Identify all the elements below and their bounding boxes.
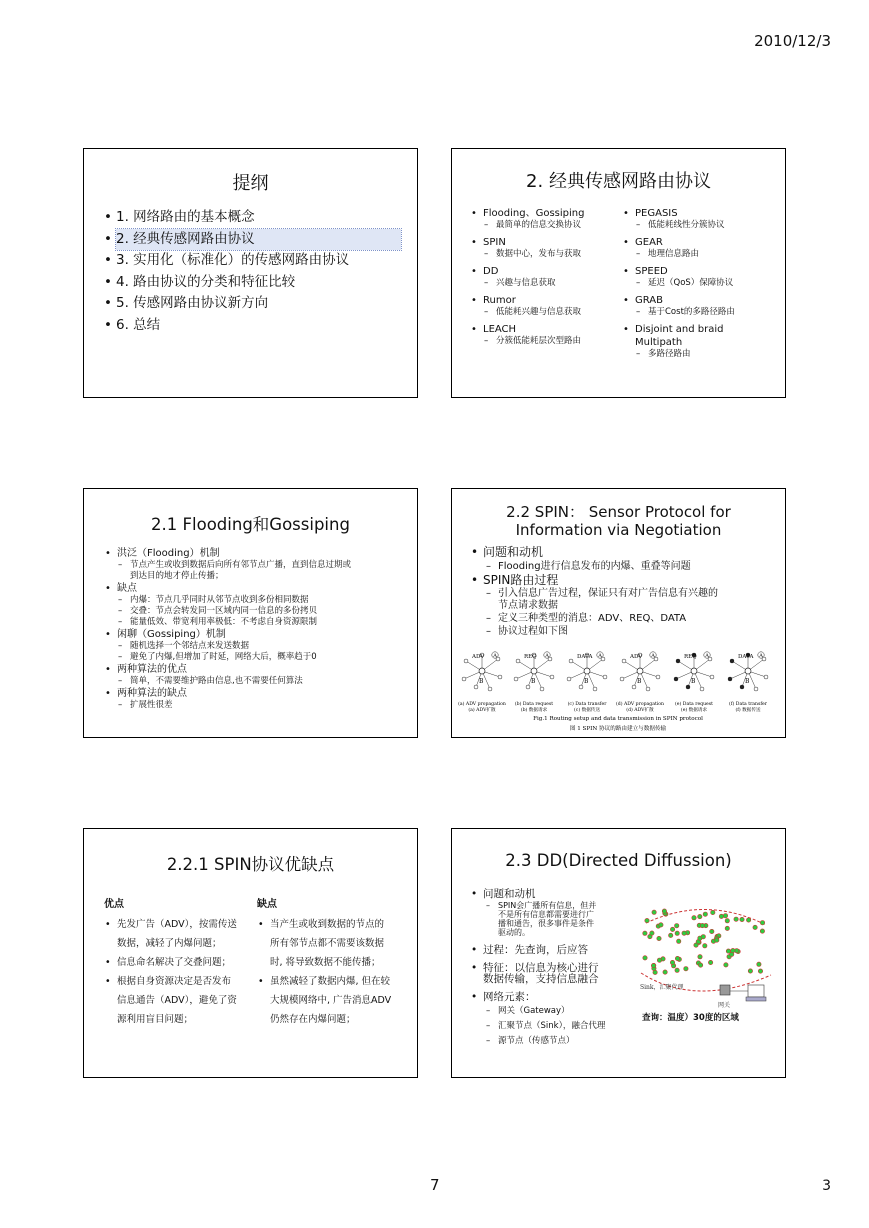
protocol-desc: – 数据中心，发布与获取 bbox=[496, 249, 628, 260]
spin-diagram bbox=[452, 649, 785, 738]
sensor-node bbox=[760, 921, 764, 925]
sensor-node bbox=[740, 685, 744, 689]
protocol-desc: – 延迟（QoS）保障协议 bbox=[648, 278, 780, 289]
sub-bullet: – 简单，不需要维护路由信息,也不需要任何算法 bbox=[130, 676, 412, 687]
protocol-name: • Disjoint and braid bbox=[635, 323, 780, 336]
sensor-node bbox=[657, 958, 661, 962]
protocol-desc: – 地理信息路由 bbox=[648, 249, 780, 260]
source-node bbox=[584, 668, 590, 674]
bullet: • 问题和动机 bbox=[483, 887, 653, 901]
pro-text: 先发广告（ADV），按需传送 bbox=[117, 919, 237, 930]
protocol-name: • PEGASIS bbox=[635, 207, 780, 220]
panel-caption-cn: (f) 数据传送 bbox=[735, 708, 761, 713]
outline-item-selected: • 2. 经典传感网路由协议 bbox=[116, 229, 401, 251]
source-node bbox=[745, 668, 751, 674]
node-a-label: A bbox=[651, 653, 655, 660]
sensor-node bbox=[622, 659, 626, 663]
outline-item: • 1. 网络路由的基本概念 bbox=[116, 207, 406, 229]
sensor-node bbox=[620, 677, 624, 681]
sensor-node bbox=[728, 677, 732, 681]
spin-list bbox=[483, 545, 781, 638]
protocol-desc: – 低能耗兴趣与信息获取 bbox=[496, 307, 628, 318]
protocol-list-left bbox=[483, 207, 628, 347]
con-text: 所有邻节点都不需要该数据 bbox=[270, 938, 385, 949]
dd-figure-caption: 查询：温度）30度的区域 bbox=[642, 1013, 739, 1023]
sensor-node bbox=[708, 960, 712, 964]
sensor-node bbox=[746, 918, 750, 922]
sensor-node bbox=[464, 659, 468, 663]
bullet: • 过程：先查询，后应答 bbox=[483, 943, 653, 957]
sensor-node bbox=[670, 927, 674, 931]
sensor-node bbox=[657, 936, 661, 940]
sub-bullet: – 内爆：节点几乎同时从邻节点收到多份相同数据 bbox=[130, 595, 412, 606]
figure-caption-en: Fig.1 Routing setup and data transmission in SPIN protocol bbox=[533, 716, 703, 722]
sensor-node bbox=[593, 687, 597, 691]
sensor-node bbox=[748, 969, 752, 973]
slide-title: 2. 经典传感网路由协议 bbox=[526, 171, 711, 192]
sensor-node bbox=[632, 685, 636, 689]
gateway-box bbox=[748, 985, 764, 997]
sensor-node bbox=[663, 970, 667, 974]
sensor-node bbox=[645, 918, 649, 922]
sensor-node bbox=[760, 929, 764, 933]
gateway-label: 网关 bbox=[718, 1002, 731, 1009]
node-label: B bbox=[637, 678, 642, 685]
protocol-desc: – 最简单的信息交换协议 bbox=[496, 220, 628, 231]
sensor-node bbox=[579, 685, 583, 689]
cons-heading: 缺点 bbox=[257, 899, 277, 910]
sensor-node bbox=[514, 677, 518, 681]
flooding-list bbox=[117, 547, 412, 711]
gateway-base bbox=[746, 997, 766, 1001]
protocol-name: • LEACH bbox=[483, 323, 628, 336]
sensor-node bbox=[650, 931, 654, 935]
protocol-name: • Rumor bbox=[483, 294, 628, 307]
sensor-node bbox=[569, 659, 573, 663]
sub-bullet: – 避免了内爆,但增加了时延，网络大后，概率趋于0 bbox=[130, 652, 412, 663]
sub-bullet: – SPIN会广播所有信息，但并 bbox=[498, 901, 653, 910]
message-label: ADV bbox=[630, 654, 643, 660]
sub-bullet: – 能量低效、带宽利用率极低：不考虑自身资源限制 bbox=[130, 617, 412, 628]
sub-bullet: – 汇聚节点（Sink），融合代理 bbox=[498, 1019, 653, 1034]
sensor-node bbox=[703, 912, 707, 916]
sub-bullet: – Flooding进行信息发布的内爆、重叠等问题 bbox=[498, 560, 781, 573]
protocol-list-right bbox=[635, 207, 780, 360]
sub-bullet: – 引入信息广告过程，保证只有对广告信息有兴趣的 bbox=[498, 588, 781, 600]
sensor-node bbox=[653, 970, 657, 974]
sensor-node bbox=[488, 687, 492, 691]
protocol-desc: – 分簇低能耗层次型路由 bbox=[496, 336, 628, 347]
sensor-node bbox=[740, 917, 744, 921]
sensor-node bbox=[754, 687, 758, 691]
outline-item: • 3. 实用化（标准化）的传感网路由协议 bbox=[116, 250, 406, 272]
bullet: • SPIN路由过程 bbox=[483, 573, 781, 588]
slide-flooding-gossiping bbox=[83, 488, 418, 738]
pro-text: 信息通告（ADV），避免了资 bbox=[117, 995, 237, 1006]
dd-list bbox=[483, 887, 653, 1049]
outline-list bbox=[116, 207, 406, 336]
sink-node bbox=[720, 985, 730, 995]
node-a-label: A bbox=[493, 653, 497, 660]
sink-label: Sink，汇聚代理 bbox=[640, 984, 684, 991]
panel-caption-en: (c) Data transfer bbox=[567, 702, 607, 707]
sensor-node bbox=[684, 967, 688, 971]
sensor-node bbox=[715, 938, 719, 942]
bullet: • 两种算法的缺点 bbox=[117, 687, 412, 700]
panel-caption-cn: (c) 数据传送 bbox=[574, 708, 600, 713]
con-text: 大规模网络中, 广告消息ADV bbox=[270, 995, 392, 1006]
source-node bbox=[691, 668, 697, 674]
message-label: DATA bbox=[738, 654, 754, 660]
sensor-node bbox=[659, 923, 663, 927]
node-a-label: A bbox=[598, 653, 602, 660]
protocol-name: • SPEED bbox=[635, 265, 780, 278]
protocol-desc: – 基于Cost的多路径路由 bbox=[648, 307, 780, 318]
protocol-name: • Flooding、Gossiping bbox=[483, 207, 628, 220]
sensor-node bbox=[651, 963, 655, 967]
protocol-desc: – 低能耗线性分簇协议 bbox=[648, 220, 780, 231]
sensor-node bbox=[710, 675, 714, 679]
node-label: B bbox=[531, 678, 536, 685]
sub-bullet: – 协议过程如下图 bbox=[498, 625, 781, 638]
sensor-node bbox=[758, 969, 762, 973]
con-text: 虽然减轻了数据内爆, 但在较 bbox=[270, 976, 391, 987]
sensor-node bbox=[643, 956, 647, 960]
sensor-node bbox=[711, 910, 715, 914]
source-node bbox=[637, 668, 643, 674]
cons-list bbox=[270, 915, 410, 1029]
sub-bullet: – 网关（Gateway） bbox=[498, 1004, 653, 1019]
sensor-node bbox=[677, 939, 681, 943]
pros-heading: 优点 bbox=[104, 899, 124, 910]
sensor-node bbox=[550, 675, 554, 679]
panel-caption-cn: (a) ADV扩散 bbox=[468, 708, 496, 713]
bullet-cont: 数据传输，支持信息融合 bbox=[483, 973, 599, 985]
con-item bbox=[270, 915, 410, 972]
sensor-node bbox=[757, 962, 761, 966]
outline-item: • 6. 总结 bbox=[116, 315, 406, 337]
sensor-node bbox=[725, 919, 729, 923]
sub-bullet: – 扩展性很差 bbox=[130, 700, 412, 711]
dd-network-figure bbox=[636, 903, 776, 1013]
protocol-desc: – 多路径路由 bbox=[648, 349, 780, 360]
protocol-name-cont: Multipath bbox=[635, 337, 683, 348]
sensor-node bbox=[700, 687, 704, 691]
panel-caption-en: (d) ADV propagation bbox=[616, 702, 664, 707]
sensor-node bbox=[698, 914, 702, 918]
slide-title: 2.2.1 SPIN协议优缺点 bbox=[166, 855, 335, 874]
sensor-node bbox=[676, 659, 680, 663]
message-label: DATA bbox=[577, 654, 593, 660]
panel-caption-en: (f) Data transfer bbox=[729, 702, 767, 707]
slide-outline bbox=[83, 148, 418, 398]
slide-title: 2.3 DD(Directed Diffussion) bbox=[505, 851, 732, 870]
panel-caption-cn: (e) 数据请求 bbox=[680, 708, 708, 713]
sensor-node bbox=[669, 933, 673, 937]
page-number-center: 7 bbox=[430, 1176, 440, 1194]
sub-bullet: – 节点产生或收到数据后向所有邻节点广播，直到信息过期或 bbox=[130, 560, 412, 571]
slide-directed-diffusion bbox=[451, 828, 786, 1078]
slide-title-line2: Information via Negotiation bbox=[515, 521, 722, 539]
sensor-node bbox=[670, 960, 674, 964]
slide-spin-pros-cons bbox=[83, 828, 418, 1078]
sensor-node bbox=[652, 910, 656, 914]
sub-bullet-cont: 节点请求数据 bbox=[498, 600, 558, 611]
sub-bullet-cont: 驱动的。 bbox=[498, 928, 530, 937]
sensor-node bbox=[540, 687, 544, 691]
panel-caption-en: (b) Data request bbox=[514, 702, 554, 707]
sensor-node bbox=[724, 963, 728, 967]
figure-caption-cn: 图 1 SPIN 协议的路由建立与数据传输 bbox=[569, 726, 667, 732]
sub-bullet: – 交叠：节点会转发同一区域内同一信息的多份拷贝 bbox=[130, 606, 412, 617]
slide-title-line1: 2.2 SPIN： Sensor Protocol for bbox=[506, 503, 731, 521]
sensor-node bbox=[498, 675, 502, 679]
pros-list bbox=[117, 915, 252, 1029]
sensor-node bbox=[710, 929, 714, 933]
con-text: 时, 将导致数据不能传播； bbox=[270, 957, 381, 968]
sensor-node bbox=[516, 659, 520, 663]
sensor-node bbox=[734, 917, 738, 921]
sensor-node bbox=[730, 659, 734, 663]
sensor-node bbox=[731, 948, 735, 952]
node-label: B bbox=[691, 678, 696, 685]
sensor-node bbox=[675, 956, 679, 960]
bullet: • 缺点 bbox=[117, 582, 412, 595]
node-a-label: A bbox=[545, 653, 549, 660]
sensor-node bbox=[753, 925, 757, 929]
message-label: REQ bbox=[524, 654, 537, 660]
bullet: • 两种算法的优点 bbox=[117, 663, 412, 676]
message-label: ADV bbox=[472, 654, 485, 660]
sensor-node bbox=[698, 955, 702, 959]
protocol-name: • GRAB bbox=[635, 294, 780, 307]
sensor-node bbox=[723, 914, 727, 918]
protocol-name: • DD bbox=[483, 265, 628, 278]
sensor-node bbox=[603, 675, 607, 679]
bullet: • 问题和动机 bbox=[483, 545, 781, 560]
node-label: B bbox=[745, 678, 750, 685]
sensor-node bbox=[474, 685, 478, 689]
pro-text: 数据，减轻了内爆问题； bbox=[117, 938, 222, 949]
sub-bullet-cont: 到达目的地才停止传播； bbox=[130, 571, 224, 581]
protocol-name: • GEAR bbox=[635, 236, 780, 249]
sub-bullet: – 源节点（传感节点） bbox=[498, 1034, 653, 1049]
sensor-node bbox=[656, 675, 660, 679]
node-a-label: A bbox=[759, 653, 763, 660]
sensor-node bbox=[526, 685, 530, 689]
page-number-right: 3 bbox=[822, 1178, 831, 1194]
outline-item: • 4. 路由协议的分类和特征比较 bbox=[116, 272, 406, 294]
sensor-node bbox=[643, 931, 647, 935]
panel-caption-en: (e) Data request bbox=[675, 702, 713, 707]
bullet: • 特征：以信息为核心进行 bbox=[483, 963, 653, 974]
sensor-node bbox=[719, 914, 723, 918]
sensor-node bbox=[692, 916, 696, 920]
protocol-name: • SPIN bbox=[483, 236, 628, 249]
node-label: B bbox=[584, 678, 589, 685]
con-text: 仍然存在内爆问题； bbox=[270, 1014, 356, 1025]
message-label: REQ bbox=[684, 654, 697, 660]
panel-caption-cn: (b) 数据请求 bbox=[520, 708, 548, 713]
con-item bbox=[270, 972, 410, 1029]
pro-text: 源利用盲目问题； bbox=[117, 1014, 194, 1025]
sensor-node bbox=[675, 924, 679, 928]
pro-text: 信息命名解决了交叠问题； bbox=[117, 957, 232, 968]
sensor-node bbox=[675, 968, 679, 972]
sensor-node bbox=[764, 675, 768, 679]
sensor-node bbox=[698, 963, 702, 967]
page-date: 2010/12/3 bbox=[754, 32, 831, 50]
pro-item bbox=[117, 972, 252, 1029]
pro-text: 根据自身资源决定是否发布 bbox=[117, 976, 232, 987]
sensor-node bbox=[703, 944, 707, 948]
outline-item: • 5. 传感网路由协议新方向 bbox=[116, 293, 406, 315]
node-a-label: A bbox=[705, 653, 709, 660]
bullet: • 网络元素： bbox=[483, 990, 653, 1004]
sensor-node bbox=[682, 931, 686, 935]
sensor-node bbox=[701, 935, 705, 939]
protocol-desc: – 兴趣与信息获取 bbox=[496, 278, 628, 289]
sub-bullet: – 定义三种类型的消息：ADV、REQ、DATA bbox=[498, 612, 781, 625]
pro-item bbox=[117, 953, 252, 972]
slide-classic-protocols bbox=[451, 148, 786, 398]
sub-bullet-cont: 不是所有信息都需要进行广 bbox=[498, 910, 594, 919]
panel-caption-cn: (d) ADV扩散 bbox=[626, 708, 654, 713]
sensor-node bbox=[725, 926, 729, 930]
sensor-node bbox=[675, 931, 679, 935]
source-node bbox=[479, 668, 485, 674]
node-label: B bbox=[479, 678, 484, 685]
sensor-node bbox=[686, 685, 690, 689]
source-node bbox=[531, 668, 537, 674]
slide-spin bbox=[451, 488, 786, 738]
bullet: • 洪泛（Flooding）机制 bbox=[117, 547, 412, 560]
bullet: • 闲聊（Gossiping）机制 bbox=[117, 628, 412, 641]
sensor-node bbox=[700, 923, 704, 927]
slide-title: 2.1 Flooding和Gossiping bbox=[151, 515, 350, 534]
sensor-node bbox=[662, 909, 666, 913]
sensor-node bbox=[462, 677, 466, 681]
con-text: 当产生或收到数据的节点的 bbox=[270, 919, 385, 930]
sensor-node bbox=[567, 677, 571, 681]
sensor-node bbox=[674, 677, 678, 681]
panel-caption-en: (a) ADV propagation bbox=[458, 702, 506, 707]
slide-title: 提纲 bbox=[232, 173, 269, 194]
pro-item bbox=[117, 915, 252, 953]
sub-bullet-cont: 播和通告，很多事件是条件 bbox=[498, 919, 594, 928]
sub-bullet: – 随机选择一个邻结点来发送数据 bbox=[130, 641, 412, 652]
sensor-node bbox=[646, 687, 650, 691]
